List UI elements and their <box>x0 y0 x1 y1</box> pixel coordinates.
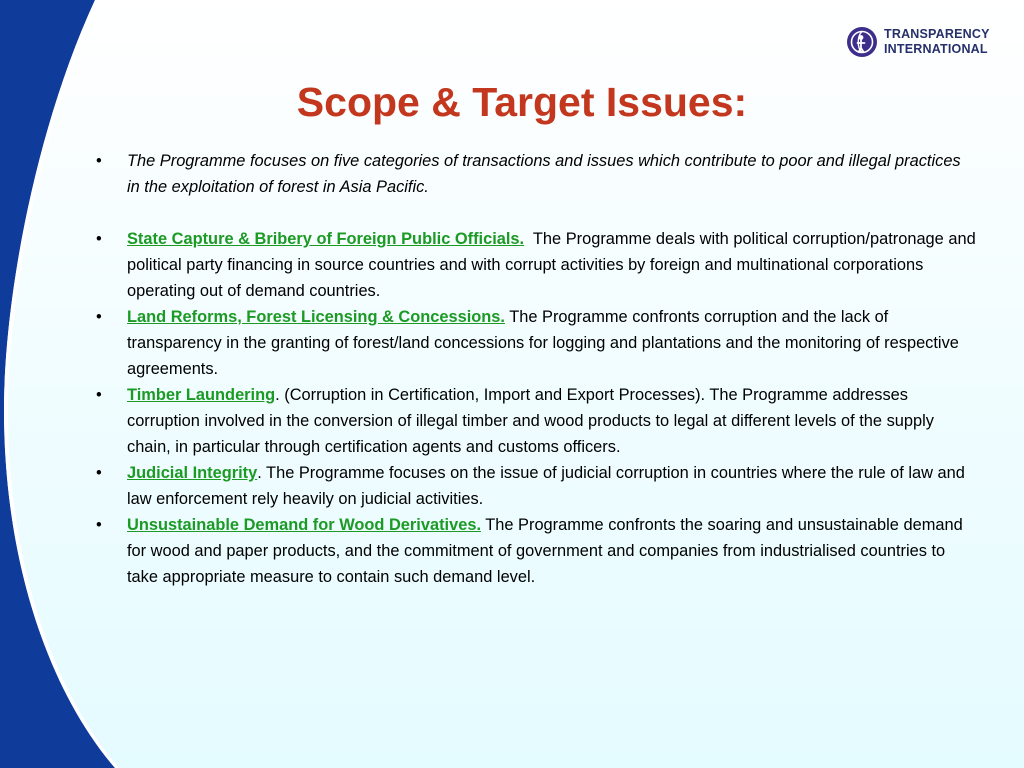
issue-text <box>127 460 976 512</box>
issue-heading: Timber Laundering <box>127 386 276 404</box>
issue-item-unsustainable-demand <box>96 512 976 590</box>
issue-item-land-reforms <box>96 304 976 382</box>
bullet-mark: • <box>96 464 102 482</box>
logo-line-1: TRANSPARENCY <box>884 27 990 41</box>
bullet-mark: • <box>96 308 102 326</box>
bullet-mark: • <box>96 230 102 248</box>
issue-body: The Programme confronts corruption and the lack of transparency in the granting of forest/land concessions for logging and plantations and the monitoring of respective agreements. <box>127 308 964 378</box>
issue-heading: Unsustainable Demand for Wood Derivatives. <box>127 516 481 534</box>
issue-heading: Judicial Integrity <box>127 464 258 482</box>
issue-item-timber-laundering <box>96 382 976 460</box>
issue-item-state-capture <box>96 226 981 304</box>
issue-list <box>96 226 981 590</box>
issue-body: . (Corruption in Certification, Import and Export Processes). The Programme addresses corruption involved in the conversion of illegal timber and wood products to legal at different levels of the supply chain, in particular through certification agents and customs officers. <box>127 386 939 456</box>
issue-text <box>127 382 976 460</box>
issue-text <box>127 304 976 382</box>
bullet-mark: • <box>96 516 102 534</box>
issue-body: The Programme confronts the soaring and unsustainable demand for wood and paper products, and the commitment of government and companies from industrialised countries to take appropriate measure to contain such demand level. <box>127 516 968 586</box>
intro-bullet <box>96 148 976 200</box>
ti-globe-icon <box>846 26 878 58</box>
issue-body: The Programme deals with political corruption/patronage and political party financing in source countries and with corrupt activities by foreign and multinational corporations operating out of demand countries. <box>127 230 981 300</box>
issue-heading: State Capture & Bribery of Foreign Public Officials. <box>127 230 525 248</box>
logo-wordmark <box>884 27 990 57</box>
logo-line-2: INTERNATIONAL <box>884 42 988 56</box>
bullet-mark: • <box>96 152 102 170</box>
ti-logo <box>846 26 990 58</box>
issue-heading: Land Reforms, Forest Licensing & Concessions. <box>127 308 505 326</box>
issue-item-judicial-integrity <box>96 460 976 512</box>
intro-text: The Programme focuses on five categories of transactions and issues which contribute to poor and illegal practices in the exploitation of forest in Asia Pacific. <box>127 152 961 196</box>
issue-body: . The Programme focuses on the issue of judicial corruption in countries where the rule of law and law enforcement rely heavily on judicial activities. <box>127 464 970 508</box>
slide-title: Scope & Target Issues: <box>296 79 748 125</box>
bullet-mark: • <box>96 386 102 404</box>
issue-text <box>127 226 981 304</box>
issue-text <box>127 512 976 590</box>
